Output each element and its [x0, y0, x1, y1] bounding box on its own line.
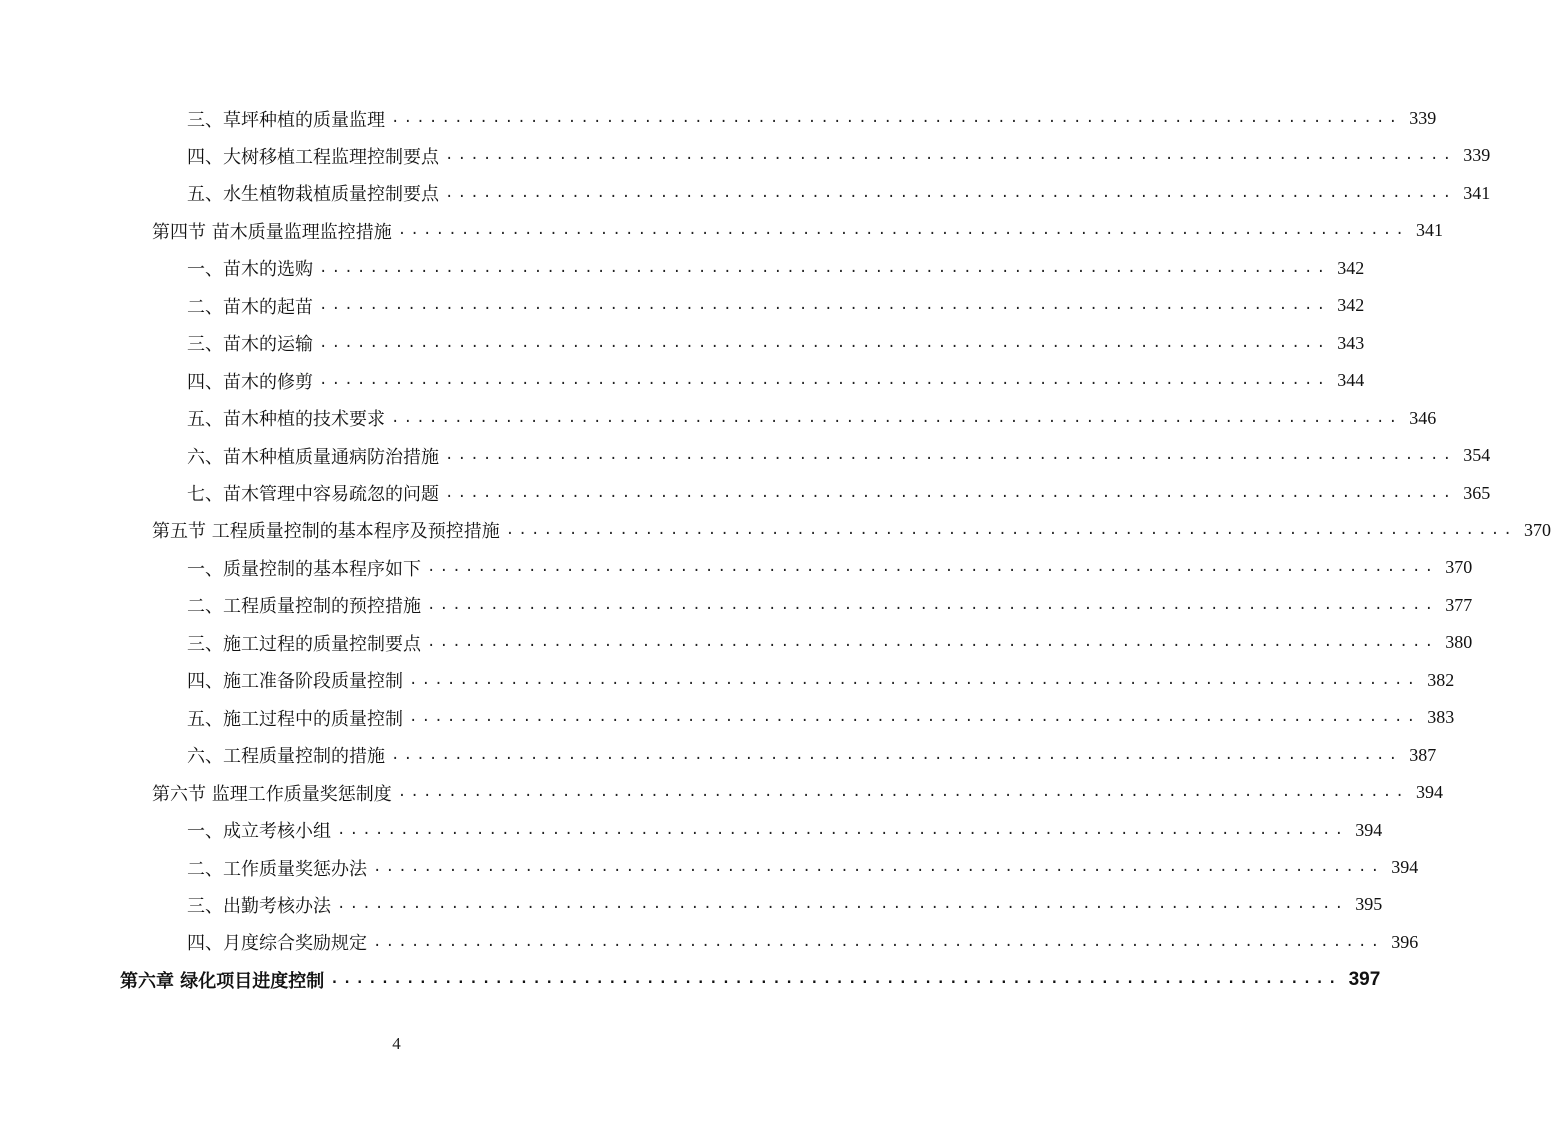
toc-page-number: 341	[1416, 220, 1444, 241]
toc-entry-prefix: 一、	[187, 821, 223, 843]
toc-entry-prefix: 第六节	[152, 783, 206, 805]
toc-entry-text: 出勤考核办法	[223, 895, 331, 917]
toc-subsection-entry[interactable]	[187, 437, 1491, 474]
toc-entry-title	[187, 817, 331, 843]
toc-subsection-entry[interactable]	[187, 886, 1383, 923]
toc-page-number: 370	[1524, 519, 1551, 540]
toc-page-number: 339	[1409, 108, 1437, 128]
toc-entry-prefix: 一、	[187, 558, 223, 580]
toc-entry-prefix: 五、	[187, 184, 223, 206]
toc-entry-text: 工程质量控制的基本程序及预控措施	[211, 521, 500, 543]
toc-entry-prefix: 六、	[187, 746, 223, 768]
toc-entry-prefix: 六、	[187, 446, 223, 468]
toc-dot-leader: ................................................................................	[505, 521, 1517, 538]
toc-entry-prefix: 一、	[187, 259, 223, 281]
toc-dot-leader: ................................................................................	[391, 409, 1402, 426]
toc-dot-leader: ................................................................................	[391, 746, 1402, 763]
toc-page-number: 370	[1445, 557, 1473, 578]
toc-page-number: 383	[1427, 707, 1455, 728]
toc-entry-text: 苗木的选购	[223, 259, 313, 281]
toc-subsection-entry[interactable]	[187, 924, 1419, 961]
toc-subsection-entry[interactable]	[187, 287, 1365, 324]
toc-entry-title	[187, 330, 313, 356]
toc-entry-text: 苗木种植质量通病防治措施	[223, 446, 439, 468]
toc-entry-text: 质量控制的基本程序如下	[223, 558, 421, 580]
toc-dot-leader: ................................................................................	[337, 821, 1348, 838]
toc-dot-leader: ................................................................................	[397, 784, 1409, 801]
toc-entry-text: 苗木的修剪	[223, 371, 313, 393]
toc-dot-leader: ................................................................................	[409, 671, 1420, 688]
toc-entry-prefix: 四、	[187, 671, 223, 693]
toc-page-number: 387	[1409, 744, 1437, 765]
toc-entry-title	[120, 967, 324, 993]
toc-entry-text: 施工准备阶段质量控制	[223, 671, 403, 693]
toc-entry-prefix: 二、	[187, 858, 223, 880]
toc-entry-text: 苗木质量监理监控措施	[211, 221, 392, 243]
toc-dot-leader: ................................................................................	[330, 971, 1341, 988]
toc-dot-leader: ................................................................................	[445, 447, 1456, 464]
toc-section-entry[interactable]	[152, 512, 1551, 549]
toc-entry-prefix: 第四节	[152, 221, 206, 243]
toc-dot-leader: ................................................................................	[391, 110, 1402, 126]
toc-entry-title	[152, 780, 392, 806]
toc-page-number: 354	[1463, 445, 1491, 466]
toc-dot-leader: ................................................................................	[427, 596, 1438, 613]
toc-dot-leader: ................................................................................	[319, 372, 1330, 389]
toc-entry-text: 苗木管理中容易疏忽的问题	[223, 484, 439, 505]
toc-entry-prefix: 四、	[187, 146, 223, 168]
toc-entry-title	[187, 106, 385, 132]
toc-entry-title	[187, 293, 313, 319]
toc-page-number: 346	[1409, 407, 1437, 428]
toc-page-number: 380	[1445, 632, 1473, 653]
toc-entry-title	[187, 480, 439, 506]
toc-entry-title	[187, 255, 313, 281]
toc-entry-text: 大树移植工程监理控制要点	[223, 146, 439, 168]
toc-entry-title	[187, 592, 421, 618]
toc-page-number: 365	[1463, 482, 1491, 503]
toc-dot-leader: ................................................................................	[445, 147, 1456, 164]
toc-dot-leader: ................................................................................	[427, 634, 1438, 651]
toc-entry-title	[187, 555, 421, 581]
toc-entry-title	[187, 855, 367, 881]
toc-dot-leader: ................................................................................	[319, 259, 1330, 276]
toc-entry-title	[152, 517, 500, 543]
toc-entry-title	[187, 630, 421, 656]
toc-entry-title	[187, 443, 439, 469]
toc-entry-title	[187, 405, 385, 431]
toc-entry-text: 施工过程的质量控制要点	[223, 633, 421, 655]
toc-entry-prefix: 三、	[187, 633, 223, 655]
toc-entry-title	[187, 929, 367, 955]
toc-chapter-entry[interactable]	[120, 961, 1381, 998]
toc-entry-prefix: 三、	[187, 895, 223, 917]
toc-subsection-entry[interactable]	[187, 475, 1491, 512]
toc-page-number: 397	[1348, 968, 1381, 990]
toc-entry-title	[187, 143, 439, 169]
toc-entry-text: 工程质量控制的预控措施	[223, 596, 421, 618]
toc-subsection-entry[interactable]	[187, 662, 1455, 699]
toc-subsection-entry[interactable]	[187, 400, 1437, 437]
toc-entry-text: 草坪种植的质量监理	[223, 109, 385, 131]
toc-entry-title	[187, 180, 439, 206]
toc-entry-prefix: 五、	[187, 409, 223, 431]
toc-dot-leader: ................................................................................	[397, 222, 1409, 239]
toc-subsection-entry[interactable]	[187, 549, 1473, 586]
toc-entry-title	[187, 368, 313, 394]
toc-dot-leader: ................................................................................	[337, 896, 1348, 913]
toc-page-number: 395	[1355, 894, 1383, 915]
toc-page-number: 342	[1337, 257, 1365, 278]
toc-subsection-entry[interactable]	[187, 699, 1455, 736]
toc-entry-prefix: 七、	[187, 484, 223, 505]
toc-entry-text: 苗木的起苗	[223, 296, 313, 318]
toc-entry-text: 监理工作质量奖惩制度	[211, 783, 392, 805]
toc-subsection-entry[interactable]	[187, 325, 1365, 362]
toc-entry-prefix: 四、	[187, 933, 223, 955]
toc-page-number: 394	[1355, 819, 1383, 840]
toc-section-entry[interactable]	[152, 212, 1444, 249]
toc-subsection-entry[interactable]	[187, 100, 1437, 137]
toc-page-number: 342	[1337, 295, 1365, 316]
toc-subsection-entry[interactable]	[187, 737, 1437, 774]
toc-subsection-entry[interactable]	[187, 849, 1419, 886]
toc-dot-leader: ................................................................................	[427, 559, 1438, 576]
toc-entry-text: 苗木种植的技术要求	[223, 409, 385, 431]
toc-entry-text: 苗木的运输	[223, 334, 313, 356]
toc-subsection-entry[interactable]	[187, 250, 1365, 287]
toc-dot-leader: ................................................................................	[373, 859, 1384, 875]
toc-page-number: 394	[1391, 857, 1419, 877]
toc-subsection-entry[interactable]	[187, 137, 1491, 174]
toc-entry-text: 月度综合奖励规定	[223, 933, 367, 955]
toc-entry-text: 工程质量控制的措施	[223, 746, 385, 768]
toc-entry-title	[187, 742, 385, 768]
toc-dot-leader: ................................................................................	[445, 484, 1456, 501]
toc-page-number: 339	[1463, 145, 1491, 166]
toc-subsection-entry[interactable]	[187, 812, 1383, 849]
toc-entry-prefix: 二、	[187, 296, 223, 318]
toc-entry-text: 工作质量奖惩办法	[223, 858, 367, 880]
toc-dot-leader: ................................................................................	[409, 709, 1420, 726]
toc-subsection-entry[interactable]	[187, 362, 1365, 399]
toc-page-number: 341	[1463, 182, 1491, 203]
toc-entry-prefix: 二、	[187, 596, 223, 618]
toc-entry-text: 绿化项目进度控制	[180, 970, 325, 992]
toc-dot-leader: ................................................................................	[445, 184, 1456, 201]
toc-entry-text: 施工过程中的质量控制	[223, 708, 403, 730]
toc-entry-text: 成立考核小组	[223, 821, 331, 843]
toc-dot-leader: ................................................................................	[319, 297, 1330, 314]
toc-entry-title	[187, 667, 403, 693]
toc-page-number: 396	[1391, 931, 1419, 952]
toc-entry-prefix: 四、	[187, 371, 223, 393]
toc-entry-prefix: 三、	[187, 109, 223, 131]
toc-subsection-entry[interactable]	[187, 624, 1473, 661]
toc-section-entry[interactable]	[152, 774, 1444, 811]
toc-page-number: 344	[1337, 370, 1365, 391]
toc-entry-prefix: 第五节	[152, 521, 206, 543]
toc-entry-title	[152, 218, 392, 244]
toc-entry-title	[187, 705, 403, 731]
toc-page-number: 394	[1416, 782, 1444, 803]
page-number: 4	[392, 1034, 401, 1053]
toc-page-number: 343	[1337, 332, 1365, 353]
toc-dot-leader: ................................................................................	[373, 933, 1384, 950]
toc-page-number: 377	[1445, 594, 1473, 615]
toc-entry-prefix: 五、	[187, 708, 223, 730]
toc-entry-title	[187, 892, 331, 918]
toc-entry-prefix: 三、	[187, 334, 223, 356]
toc-entry-prefix: 第六章	[120, 970, 174, 992]
toc-entry-text: 水生植物栽植质量控制要点	[223, 184, 439, 206]
toc-subsection-entry[interactable]	[187, 175, 1491, 212]
toc-subsection-entry[interactable]	[187, 587, 1473, 624]
toc-page-number: 382	[1427, 669, 1455, 690]
toc-dot-leader: ................................................................................	[319, 334, 1330, 351]
